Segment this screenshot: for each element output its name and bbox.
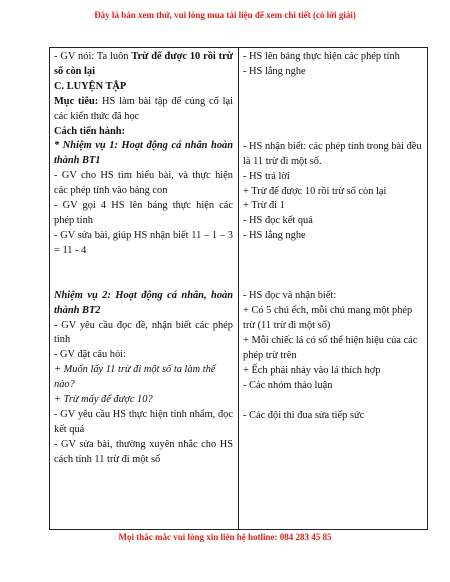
task-2-line-4: - GV sửa bài, thường xuyên nhắc cho HS cách tính 11 trừ đi một số [54, 438, 233, 465]
student-line-14: - Các đội thi đua sửa tiếp sức [243, 409, 365, 421]
task-2-title: Nhiệm vụ 2: Hoạt động cá nhân, hoàn thành BT2 [54, 289, 233, 316]
lesson-plan-table [49, 47, 428, 530]
task-2-line-2: - GV đặt câu hỏi: [54, 349, 126, 361]
student-line-11: + Mỗi chiếc lá có số thể hiện hiệu của các phép trừ trên [243, 334, 418, 361]
student-line-5: + Trừ để được 10 rồi trừ số còn lại [243, 185, 387, 197]
teacher-activities-column [50, 48, 239, 530]
preview-banner-top: Đây là bản xem thử, vui lòng mua tài liệu để xem chi tiết (có lời giải) [94, 10, 356, 20]
task-1-line-2: - GV gọi 4 HS lên bảng thực hiện các phép tính [54, 200, 233, 226]
student-line-1: - HS lên bảng thực hiện các phép tính [243, 51, 400, 62]
task-1-line-3: - GV sửa bài, giúp HS nhận biết 11 – 1 – 3 = 11 - 4 [54, 229, 233, 256]
muc-tieu-line: Mục tiêu: HS làm bài tập để củng cố lại các kiến thức đã học [54, 95, 234, 122]
student-line-6: + Trừ đi 1 [243, 200, 285, 212]
task-1-line-1: - GV cho HS tìm hiểu bài, và thực hiện các phép tính vào bảng con [54, 170, 233, 197]
student-line-10: + Có 5 chú ếch, mỗi chú mang một phép trừ (11 trừ đi một số) [243, 305, 413, 331]
task-2-line-3: - GV yêu cầu HS thực hiện tính nhẩm, đọc kết quả [54, 408, 233, 435]
gv-noi-line: - GV nói: Ta luôn Trừ để được 10 rồi trừ số còn lại [54, 51, 233, 77]
task-1-title: * Nhiệm vụ 1: Hoạt động cá nhân hoàn thành BT1 [54, 140, 233, 167]
muc-tieu-label: Mục tiêu: [54, 95, 99, 107]
task-2-line-1: - GV yêu cầu đọc đề, nhận biết các phép tính [54, 319, 233, 346]
student-line-9: - HS đọc và nhận biết: [243, 290, 337, 302]
student-line-2: - HS lắng nghe [243, 65, 306, 77]
student-activities-column [239, 48, 428, 530]
student-line-12: + Ếch phải nhảy vào lá thích hợp [243, 364, 381, 376]
task-2-question-1: + Muốn lấy 11 trừ đi một số ta làm thế nào? [54, 364, 216, 391]
student-line-3: - HS nhận biết: các phép tính trong bài đều là 11 trừ đi một số. [243, 140, 422, 167]
student-line-13: - Các nhóm thảo luận [243, 379, 333, 391]
section-heading-luyen-tap: C. LUYỆN TẬP [54, 80, 127, 92]
student-line-7: - HS đọc kết quả [243, 215, 313, 227]
student-line-4: - HS trả lời [243, 170, 290, 182]
hotline-banner-bottom: Mọi thắc mắc vui lòng xin liên hệ hotline: 084 283 45 85 [118, 532, 332, 542]
student-line-8: - HS lắng nghe [243, 230, 306, 242]
gv-noi-bold: Trừ để được 10 rồi trừ số còn lại [54, 51, 233, 77]
task-2-question-2: + Trừ mấy để được 10? [54, 394, 153, 406]
cach-tien-hanh-heading: Cách tiến hành: [54, 125, 126, 137]
